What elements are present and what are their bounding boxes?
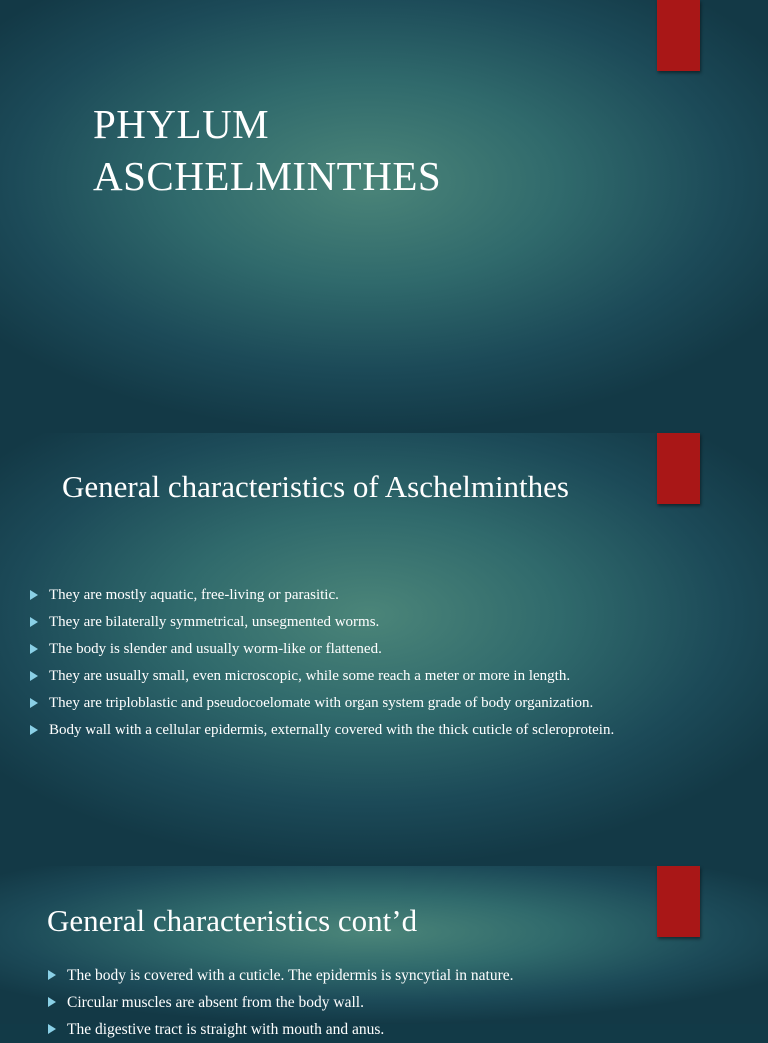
list-item <box>29 582 614 609</box>
slide-title[interactable] <box>0 0 768 433</box>
bullet-text: The body is slender and usually worm-like or flattened. <box>49 641 382 657</box>
accent-bar <box>657 0 700 71</box>
triangle-bullet-icon <box>30 590 38 600</box>
bullet-list <box>47 962 514 1043</box>
bullet-text: They are mostly aquatic, free-living or parasitic. <box>49 587 339 603</box>
list-item <box>29 663 614 690</box>
triangle-bullet-icon <box>30 644 38 654</box>
list-item <box>29 609 614 636</box>
accent-bar <box>657 433 700 504</box>
triangle-bullet-icon <box>30 671 38 681</box>
triangle-bullet-icon <box>48 997 56 1007</box>
slide-characteristics[interactable] <box>0 433 768 866</box>
triangle-bullet-icon <box>48 1024 56 1034</box>
accent-bar <box>657 866 700 937</box>
list-item <box>47 1016 514 1043</box>
bullet-text: They are bilaterally symmetrical, unsegmented worms. <box>49 614 380 630</box>
bullet-text: The digestive tract is straight with mouth and anus. <box>67 1021 385 1038</box>
triangle-bullet-icon <box>48 970 56 980</box>
list-item <box>29 690 614 717</box>
bullet-text: Circular muscles are absent from the body wall. <box>67 994 364 1011</box>
slide-heading: General characteristics of Aschelminthes <box>62 469 569 504</box>
bullet-list <box>29 582 614 744</box>
triangle-bullet-icon <box>30 725 38 735</box>
title-line: PHYLUM <box>93 101 270 147</box>
list-item <box>29 636 614 663</box>
bullet-text: The body is covered with a cuticle. The epidermis is syncytial in nature. <box>67 967 514 984</box>
list-item <box>47 962 514 989</box>
slide-characteristics-contd[interactable] <box>0 866 768 1038</box>
triangle-bullet-icon <box>30 617 38 627</box>
list-item <box>47 989 514 1016</box>
triangle-bullet-icon <box>30 698 38 708</box>
slide-heading: General characteristics cont’d <box>47 903 418 938</box>
bullet-text: They are usually small, even microscopic, while some reach a meter or more in length. <box>49 668 571 684</box>
bullet-text: They are triploblastic and pseudocoelomate with organ system grade of body organization. <box>49 695 594 711</box>
title-line: ASCHELMINTHES <box>93 153 442 199</box>
list-item <box>29 717 614 744</box>
bullet-text: Body wall with a cellular epidermis, externally covered with the thick cuticle of scleroprotein. <box>49 722 615 738</box>
presentation-title <box>93 98 441 202</box>
